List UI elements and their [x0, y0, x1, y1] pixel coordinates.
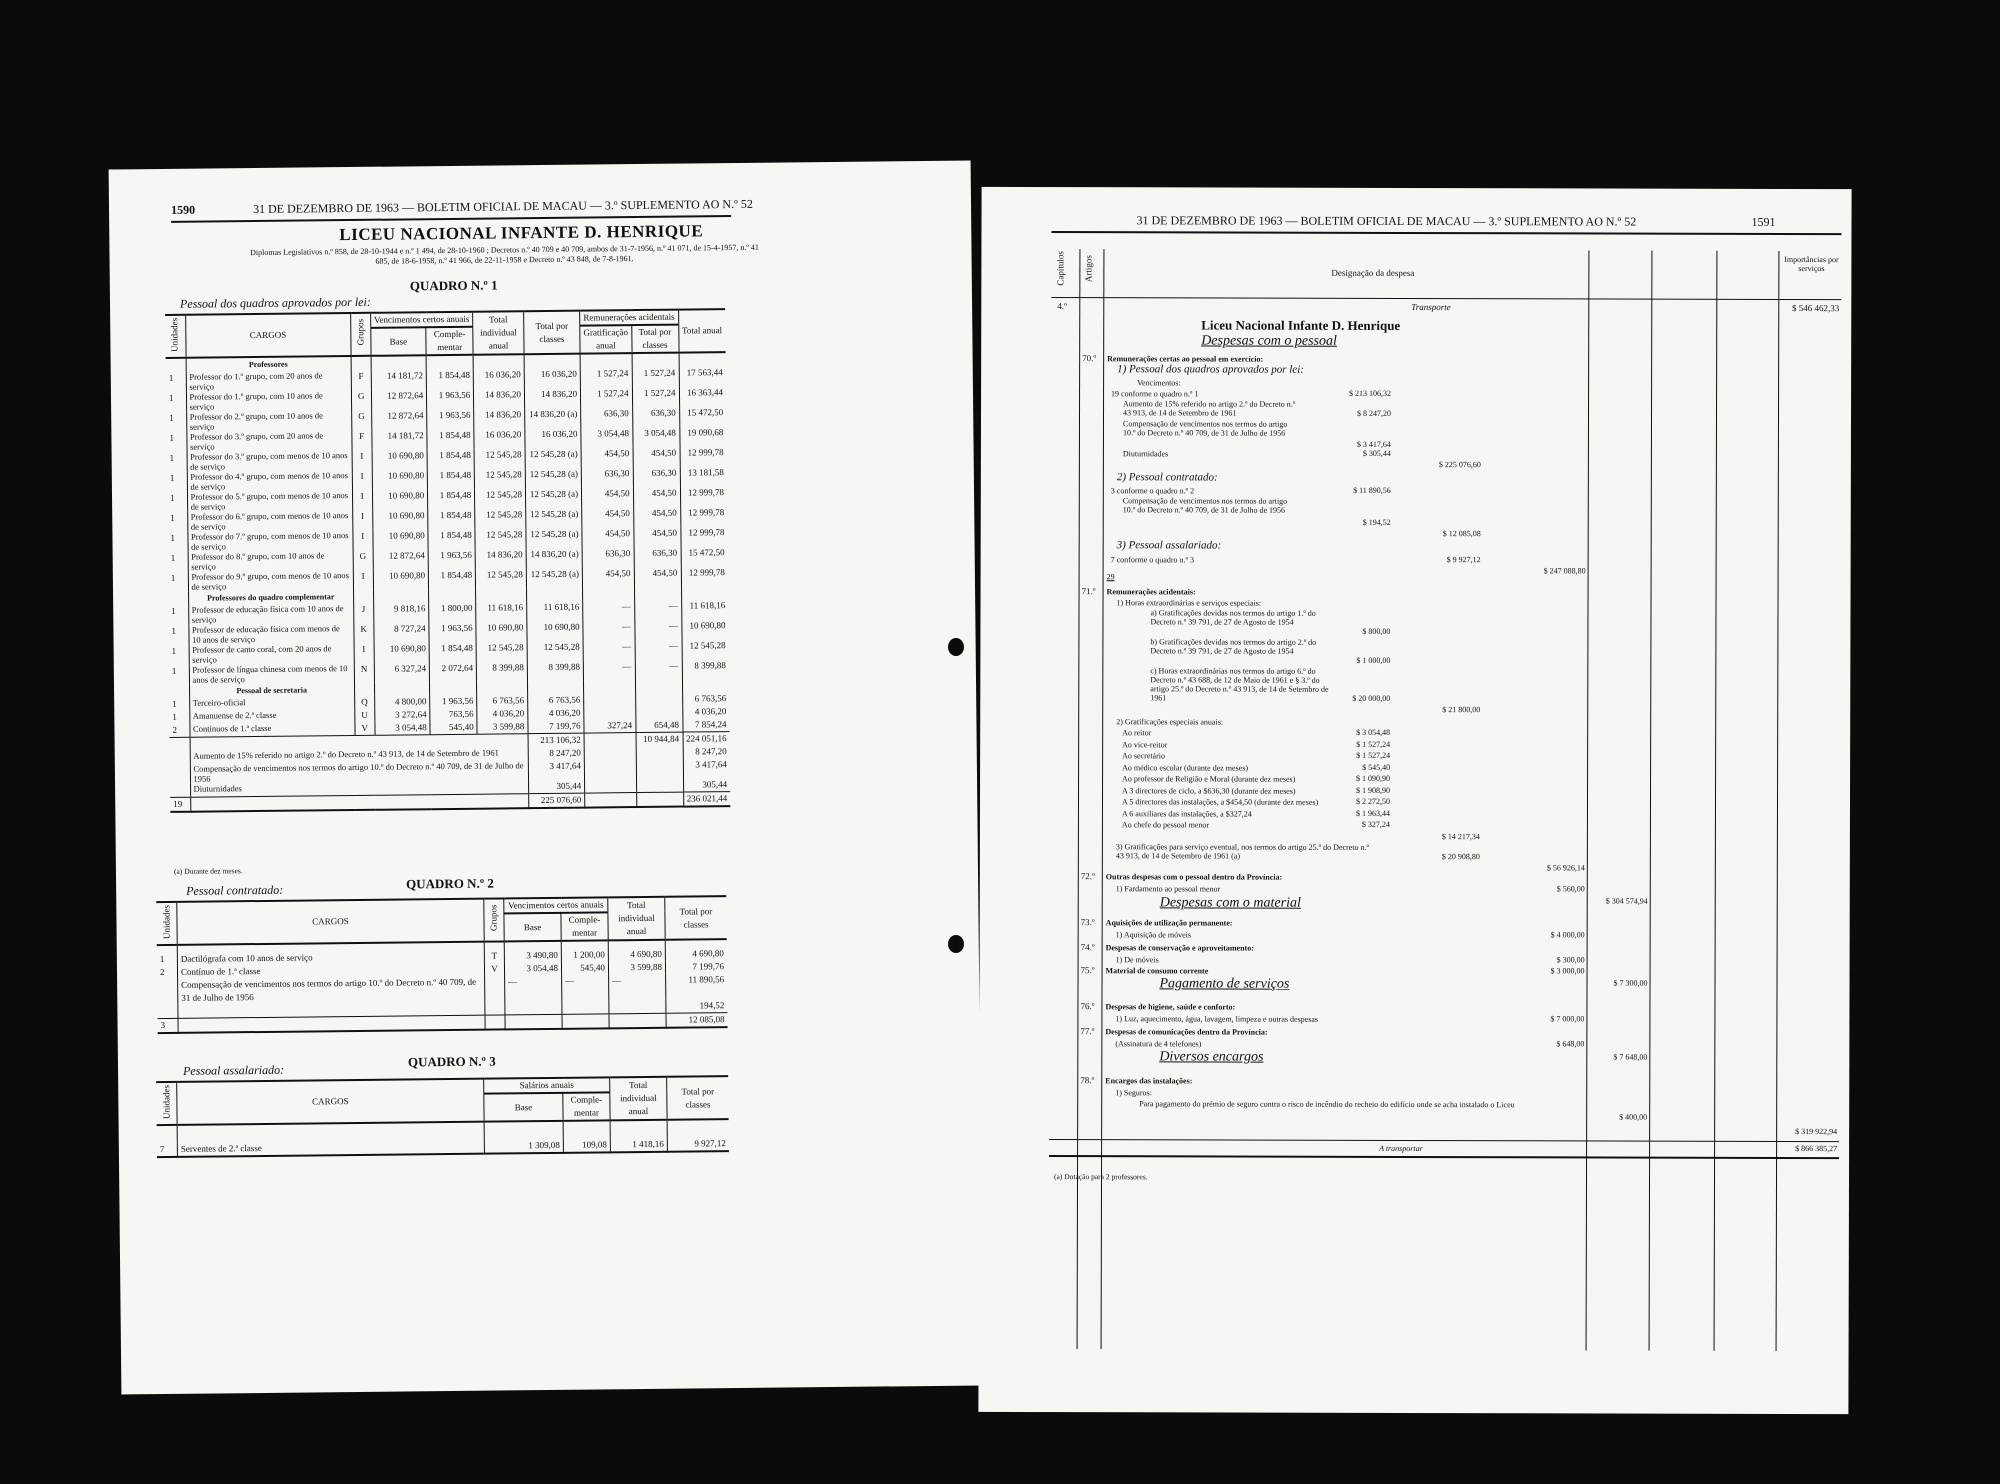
list-item: Ao vice-reitor — [1122, 739, 1168, 749]
table-row: 1 Professor do 3.º grupo, com menos de 10 anos de serviço I 10 690,80 1 854,48 12 545,28 12 545,28 (a) 454,50 454,50 12 999,78 — [167, 446, 727, 472]
gratificacoes-list — [1050, 727, 1590, 830]
col-cargos: CARGOS — [177, 1079, 484, 1125]
section-pessoal: Despesas com o pessoal — [1201, 333, 1337, 349]
section-diversos: Diversos encargos — [1159, 1049, 1264, 1065]
table-row: 2 Contínuo de 1.ª classe V 3 054,48 545,40 3 599,88 7 199,76 — [157, 960, 727, 979]
table-row: 1 Professor do 9.º grupo, com menos de 10 anos de serviço I 10 690,80 1 854,48 12 545,28 12 545,28 (a) 454,50 454,50 12 999,78 — [168, 566, 728, 592]
binding-hole — [948, 935, 964, 953]
col-complementar: Comple-mentar — [426, 327, 473, 355]
col-total-individual: Total individual anual — [610, 1077, 667, 1121]
quadro2-title: QUADRO N.º 2 — [406, 875, 494, 892]
table-row: 1 Dactilógrafa com 10 anos de serviço T 3 490,80 1 200,00 4 690,80 4 690,80 — [157, 947, 727, 966]
col-total-classes: Total por classes — [665, 896, 727, 940]
table-row: 1 Terceiro-oficial Q 4 800,00 1 963,56 6 763,56 6 763,56 6 763,56 — [169, 692, 729, 711]
col-grupos: Grupos — [488, 904, 499, 932]
col-vencimentos: Vencimentos certos anuais — [504, 897, 608, 913]
list-item-value: $ 1 090,90 — [1356, 773, 1391, 783]
quadro3-section: Pessoal assalariado: — [182, 1062, 285, 1078]
col-vencimentos: Vencimentos certos anuais — [370, 312, 473, 328]
section-material: Despesas com o material — [1159, 895, 1301, 911]
col-cargos: CARGOS — [177, 899, 484, 945]
col-total-classes-2: Total por classes — [631, 325, 678, 353]
list-item-value: $ 1 963,44 — [1355, 808, 1390, 818]
section-servicos: Pagamento de serviços — [1159, 976, 1290, 992]
page-number: 1590 — [170, 202, 196, 217]
list-item-value: $ 3 054,48 — [1356, 727, 1391, 737]
table-row: 1 Professor de educação física com 10 anos de serviço J 9 818,16 1 800,00 11 618,16 11 618,16 — — 11 618,16 — [168, 599, 728, 625]
list-item: Ao reitor — [1122, 728, 1152, 738]
list-item: Ao secretário — [1122, 751, 1166, 761]
list-item: A 5 directores das instalações, a $454,50 (durante dez meses) — [1121, 797, 1319, 807]
col-base: Base — [371, 327, 427, 356]
list-item-value: $ 1 527,24 — [1356, 750, 1391, 760]
institution-title: Liceu Nacional Infante D. Henrique — [1201, 317, 1401, 333]
col-total-classes: Total por classes — [667, 1076, 729, 1120]
table-row: 1 Amanuense de 2.ª classe U 3 272,64 763,56 4 036,20 4 036,20 4 036,20 — [169, 705, 729, 724]
list-item-value: $ 545,40 — [1362, 762, 1391, 772]
col-capitulos: Capítulos — [1055, 251, 1066, 286]
col-gratificacao: Gratificação anual — [580, 325, 632, 354]
col-designacao: Designação da despesa — [1331, 267, 1415, 278]
col-complementar: Comple-mentar — [563, 1092, 610, 1120]
col-cargos: CARGOS — [185, 313, 351, 358]
col-base: Base — [504, 913, 561, 942]
col-grupos: Grupos — [354, 319, 366, 346]
list-item-value: $ 2 272,50 — [1355, 796, 1391, 806]
col-remuneracoes: Remunerações acidentais — [580, 310, 679, 326]
col-importancias: Importâncias por serviços — [1784, 254, 1839, 274]
table-row: 1 Professor de língua chinesa com menos de 10 anos de serviço N 6 327,24 2 072,64 8 399,88 8 399,88 — — 8 399,88 — [169, 659, 729, 685]
right-page — [978, 187, 1851, 1414]
table-row: 1 Professor do 7.º grupo, com menos de 10 anos de serviço I 10 690,80 1 854,48 12 545,28 12 545,28 (a) 454,50 454,50 12 999,78 — [167, 526, 727, 552]
table-row: 1 Professor do 2.º grupo, com 10 anos de serviço G 12 872,64 1 963,56 14 836,20 14 836,20 (a) 636,30 636,30 15 472,50 — [166, 406, 726, 432]
table-row: 1 Professor do 4.º grupo, com menos de 10 anos de serviço I 10 690,80 1 854,48 12 545,28 12 545,28 (a) 636,30 636,30 13 181,58 — [167, 466, 727, 492]
quadro2-section: Pessoal contratado: — [186, 882, 284, 898]
table-row: 1 Professor do 5.º grupo, com menos de 10 anos de serviço I 10 690,80 1 854,48 12 545,28 12 545,28 (a) 454,50 454,50 12 999,78 — [167, 486, 727, 512]
left-page — [109, 161, 984, 1395]
table-row: 1 Professor do 1.º grupo, com 20 anos de serviço F 14 181,72 1 854,48 16 036,20 16 036,20 1 527,24 1 527,24 17 563,44 — [166, 366, 726, 392]
list-item: Ao médico escolar (durante dez meses) — [1122, 762, 1249, 773]
table-row: 1 Professor de educação física com menos de 10 anos de serviço K 8 727,24 1 963,56 10 690,80 10 690,80 — — 10 690,80 — [168, 619, 728, 645]
header-text: 31 DE DEZEMBRO DE 1963 — BOLETIM OFICIAL DE MACAU — 3.º SUPLEMENTO AO N.º 52 — [1136, 213, 1637, 229]
table-row: 1 Professor do 3.º grupo, com 20 anos de serviço F 14 181,72 1 854,48 16 036,20 16 036,20 3 054,48 3 054,48 19 090,68 — [166, 426, 726, 452]
quadro1-table: Unidades CARGOS Grupos Vencimentos certos anuais Total individual anual Total por classes Remunerações acidentais Total anual Base Comple-mentar Gratificação anual Total por classes Professores 1 Professor do 1.º grupo, com 20 anos de serviço F 14 181,72 1 854,48 16 036,20 16 036,20 1 527,24 1 527,24 17 563,44 1 Professor do 1.º grupo, com 10 anos de serviço G 12 872,64 1 963,56 14 836,20 14 836,20 1 527,24 1 527,24 16 363,44 1 Professor do 2.º grupo, com 10 anos de serviço G 12 872,64 1 963,56 14 836,20 14 836,20 (a) 636,30 636,30 15 472,50 1 Professor do 3.º grupo, com 20 anos de serviço F 14 181,72 1 854,48 16 036,20 16 036,20 3 054,48 3 054,48 19 090,68 1 Professor do 3.º grupo, com menos de 10 anos de serviço I 10 690,80 1 854,48 12 545,28 12 545,28 (a) 454,50 454,50 12 999,78 1 Professor do 4.º grupo, com menos de 10 anos de serviço I 10 690,80 1 854,48 12 545,28 12 545,28 (a) 636,30 636,30 13 181,58 1 Professor do 5.º grupo, com menos de 10 anos de serviço I 10 690,80 1 854,48 12 545,28 12 545,28 (a) 454,50 454,50 12 999,78 1 Professor do 6.º grupo, com menos de 10 anos de serviço I 10 690,80 1 854,48 12 545,28 12 545,28 (a) 454,50 454,50 12 999,78 1 Professor do 7.º grupo, com menos de 10 anos de serviço I 10 690,80 1 854,48 12 545,28 12 545,28 (a) 454,50 454,50 12 999,78 1 Professor do 8.º grupo, com 10 anos de serviço G 12 872,64 1 963,56 14 836,20 14 836,20 (a) 636,30 636,30 15 472,50 1 Professor do 9.º grupo, com menos de 10 anos de serviço I 10 690,80 1 854,48 12 545,28 12 545,28 (a) 454,50 454,50 12 999,78 Professores do quadro complementar 1 Professor de educação física com 10 anos de serviço J 9 818,16 1 800,00 11 618,16 11 618,16 — — 11 618,16 1 Professor de educação física com menos de 10 anos de serviço K 8 727,24 1 963,56 10 690,80 10 690,80 — — 10 690,80 1 Professor de canto coral, com 20 anos de serviço I 10 690,80 1 854,48 12 545,28 12 545,28 — — 12 545,28 1 Professor de língua chinesa com menos de 10 anos de serviço N 6 327,24 2 072,64 8 399,88 8 399,88 — — 8 399,88 Pessoal de secretaria 1 Terceiro-oficial Q 4 800,00 1 963,56 6 763,56 6 763,56 6 763,56 1 Amanuense de 2.ª classe U 3 272,64 763,56 4 036,20 4 036,20 4 036,20 2 Contínuos de 1.ª classe V 3 054,48 545,40 3 599,88 7 199,76 327,24 654,48 7 854,24 213 106,32 10 944,84 224 051,16 Aumento de 15% referido no artigo 2.º do Decreto n.º 43 913, de 14 de Setembro de 1961 8 247,20 8 247,20 Compensação de vencimentos nos termos do artigo 10.º do Decreto n.º 40 709, de 31 de Julho de 1956 3 417,64 3 417,64 Diuturnidades 305,44 305,44 19 225 076,60 236 021,44 — [165, 308, 730, 813]
col-total-classes: Total por classes — [524, 311, 581, 355]
table-row: 1 Professor do 1.º grupo, com 10 anos de serviço G 12 872,64 1 963,56 14 836,20 14 836,20 1 527,24 1 527,24 16 363,44 — [166, 386, 726, 412]
list-item: A 6 auxiliares das instalações, a $327,24 — [1121, 808, 1252, 819]
page-number: 1591 — [1751, 214, 1776, 229]
quadro1-note: (a) Durante dez meses. — [173, 866, 243, 876]
list-item-value: $ 1 527,24 — [1356, 739, 1391, 749]
table-row: 1 Professor de canto coral, com 20 anos de serviço I 10 690,80 1 854,48 12 545,28 12 545,28 — — 12 545,28 — [169, 639, 729, 665]
list-item: Ao chefe do pessoal menor — [1121, 820, 1210, 830]
list-item: A 3 directores de ciclo, a $636,30 (durante dez meses) — [1122, 785, 1296, 796]
list-item-value: $ 327,24 — [1361, 819, 1390, 829]
list-item-value: $ 1 908,90 — [1356, 785, 1391, 795]
col-total-individual: Total individual anual — [608, 897, 665, 941]
col-total-anual: Total anual — [678, 309, 725, 352]
col-base: Base — [484, 1093, 563, 1122]
institution-title: LICEU NACIONAL INFANTE D. HENRIQUE — [339, 221, 704, 245]
table-row: 1 Professor do 6.º grupo, com menos de 10 anos de serviço I 10 690,80 1 854,48 12 545,28 12 545,28 (a) 454,50 454,50 12 999,78 — [167, 506, 727, 532]
col-salarios: Salários anuais — [484, 1077, 610, 1093]
col-total-individual: Total individual anual — [473, 311, 524, 355]
col-unidades: Unidades — [169, 317, 180, 352]
col-unidades: Unidades — [160, 1084, 172, 1119]
list-item: Ao professor de Religião e Moral (durante dez meses) — [1122, 774, 1296, 784]
budget-table: Capítulos Artigos Designação da despesa Importâncias por serviços 4.º Transporte $ 546 462,33 Liceu Nacional Infante D. Henrique Despesas com o pessoal 70.º Remunerações certas ao pessoal em exercício: 1) Pessoal dos quadros aprovados por lei: Vencimentos: 19 conforme o quadro n.º 1 $ 213 106,32 Aumento de 15% referido no artigo 2.º do Decreto n.º 43 913, de 14 de Setembro de 1961 $ 8 247,20 Compensação de vencimentos nos termos do artigo 10.º do Decreto n.º 40 709, de 31 de Julho de 1956 $ 3 417,64 Diuturnidades $ 305,44 $ 225 076,60 2) Pessoal contratado: 3 conforme o quadro n.º 2 $ 11 890,56 Compensação de vencimentos nos termos do artigo 10.º do Decreto n.º 40 709, de 31 de Julho de 1956 $ 194,52 $ 12 085,08 3) Pessoal assalariado: 7 conforme o quadro n.º 3 $ 9 927,12 $ 247 088,80 29 71.º Remunerações acidentais: 1) Horas extraordinárias e serviços especiais: a) Gratificações devidas nos termos do artigo 1.º do Decreto n.º 39 791, de 27 de Agosto de 1954 $ 800,00 b) Gratificações devidas nos termos do artigo 2.º do Decreto n.º 39 791, de 27 de Agosto de 1954 $ 1 000,00 c) Horas extraordinárias nos termos do artigo 6.º do Decreto n.º 43 688, de 12 de Maio de 1961 e § 3.º do artigo 25.º do Decreto n.º 43 913, de 14 de Setembro de 1961 $ 20 000,00 $ 21 800,00 2) Gratificações especiais anuais: Ao reitor $ 3 054,48 Ao vice-reitor $ 1 527,24 Ao secretário $ 1 527,24 Ao médico escolar (durante dez meses) $ 545,40 Ao professor de Religião e Moral (durante dez meses) $ 1 090,90 A 3 directores de ciclo, a $636,30 (durante dez meses) $ 1 908,90 A 5 directores das instalações, a $454,50 (durante dez meses) $ 2 272,50 A 6 auxiliares das instalações, a $327,24 $ 1 963,44 Ao chefe do pessoal menor $ 327,24 $ 14 217,34 3) Gratificações para serviço eventual, nos termos do artigo 25.º do Decreto n.º 43 913, de 14 de Setembro de 1961 (a) $ 20 908,80 $ 56 926,14 72.º Outras despesas com o pessoal dentro da Província: 1) Fardamento ao pessoal menor $ 560,00 $ 304 574,94 Despesas com o material 73.º Aquisições de utilização permanente: 1) Aquisição de móveis $ 4 000,00 74.º Despesas de conservação e aproveitamento: 1) De móveis $ 300,00 75.º Material de consumo corrente $ 3 000,00 $ 7 300,00 Pagamento de serviços 76.º Despesas de higiene, saúde e conforto: 1) Luz, aquecimento, água, lavagem, limpeza e outras despesas $ 7 000,00 77.º Despesas de comunicações dentro da Província: (Assinatura de 4 telefones) $ 648,00 $ 7 648,00 Diversos encargos 78.º Encargos das instalações: 1) Seguros: Para pagamento do prémio de seguro contra o risco de incêndio do recheio do edifício onde se acha instalado o Liceu $ 400,00 $ 319 922,94 A transportar $ 866 385,27 — [1049, 249, 1842, 1351]
table-row: 7 Serventes de 2.ª classe 1 309,08 109,08 1 418,16 9 927,12 — [157, 1137, 729, 1157]
quadro2-table: Unidades CARGOS Grupos Vencimentos certos anuais Total individual anual Total por classes Base Comple-mentar 1 Dactilógrafa com 10 anos de serviço T 3 490,80 1 200,00 4 690,80 4 690,80 2 Contínuo de 1.ª classe V 3 054,48 545,40 3 599,88 7 199,76 Compensação de vencimentos nos termos do artigo 10.º do Decreto n.º 40 709, de 31 de Julho de 1956 — — — 11 890,56 194,52 3 12 085,08 — [156, 895, 727, 1034]
right-note: (a) Dotação para 2 professores. — [1054, 1172, 1148, 1182]
quadro3-title: QUADRO N.º 3 — [407, 1053, 496, 1070]
quadro3-table — [156, 1075, 729, 1158]
quadro1-title: QUADRO N.º 1 — [409, 277, 498, 294]
col-complementar: Comple-mentar — [561, 912, 608, 940]
table-row: 1 Professor do 8.º grupo, com 10 anos de serviço G 12 872,64 1 963,56 14 836,20 14 836,20 (a) 636,30 636,30 15 472,50 — [168, 546, 728, 572]
col-artigos: Artigos — [1083, 255, 1094, 283]
binding-hole — [948, 638, 964, 656]
quadro1-section: Pessoal dos quadros aprovados por lei: — [179, 294, 371, 311]
header-text: 31 DE DEZEMBRO DE 1963 — BOLETIM OFICIAL DE MACAU — 3.º SUPLEMENTO AO N.º 52 — [252, 196, 753, 217]
legislation-text: Diplomas Legislativos n.º 858, de 28-10-1944 e n.º 1 494, de 28-10-1960 ; Decretos n.º 40 709 e 40 709, ambos de 31-7-1956, n.º 41 071, de 15-4-1957, n.º 41 685, de 18-6-1958, n.º 41 966, de 22-11-1958 e Decreto n.º 43 848, de 7-8-1961. — [250, 242, 759, 266]
col-unidades: Unidades — [160, 904, 172, 939]
table-row: 2 Contínuos de 1.ª classe V 3 054,48 545,40 3 599,88 7 199,76 327,24 654,48 7 854,24 — [169, 718, 729, 737]
